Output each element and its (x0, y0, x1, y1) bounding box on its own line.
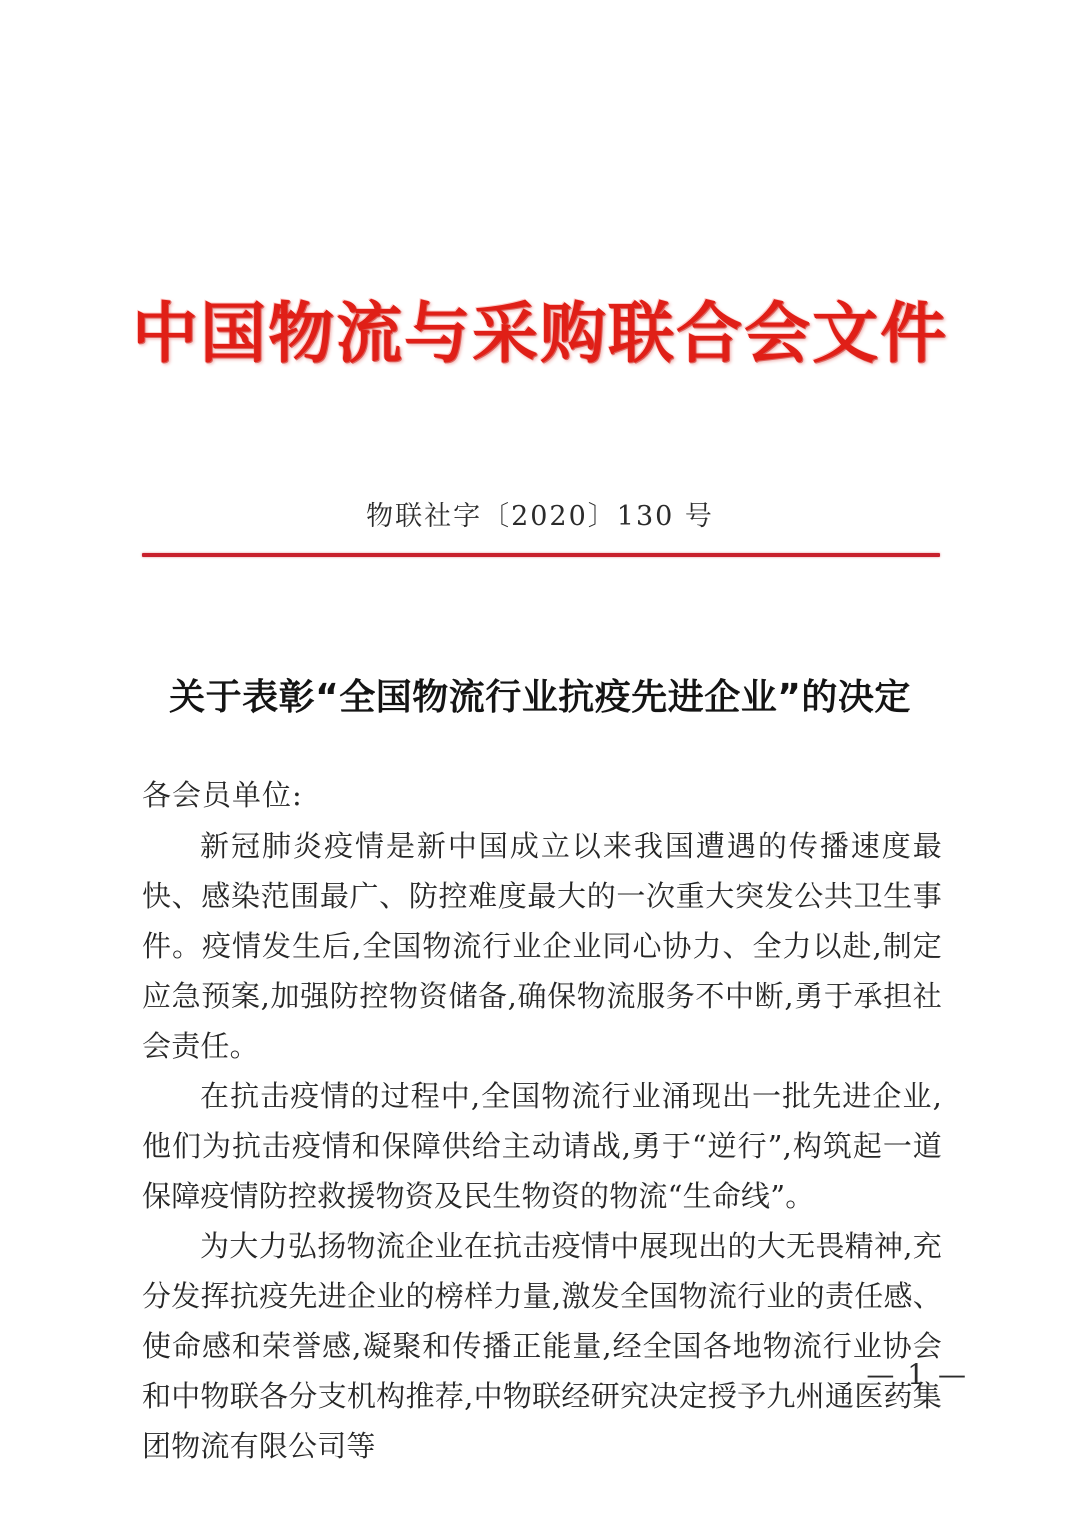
document-number-row (0, 494, 1080, 533)
document-body (142, 770, 942, 1471)
letterhead-masthead (0, 294, 1080, 372)
red-divider-rule (142, 553, 940, 557)
document-heading-row (0, 645, 1080, 744)
body-paragraph-3: 为大力弘扬物流企业在抗击疫情中展现出的大无畏精神,充分发挥抗疫先进企业的榜样力量,激发全国物流行业的责任感、使命感和荣誉感,凝聚和传播正能量,经全国各地物流行业协会和中物联各分支机构推荐,中物联经研究决定授予九州通医药集团物流有限公司等 (142, 1229, 942, 1463)
organization-title: 中国物流与采购联合会文件 (132, 294, 948, 372)
document-serial-number: 物联社字〔2020〕130 号 (366, 501, 714, 532)
page-number: — 1 — (866, 1358, 968, 1391)
salutation: 各会员单位: (142, 778, 303, 812)
body-paragraph-1: 新冠肺炎疫情是新中国成立以来我国遭遇的传播速度最快、感染范围最广、防控难度最大的一次重大突发公共卫生事件。疫情发生后,全国物流行业企业同心协力、全力以赴,制定应急预案,加强防控物资储备,确保物流服务不中断,勇于承担社会责任。 (142, 829, 942, 1063)
body-paragraph-2: 在抗击疫情的过程中,全国物流行业涌现出一批先进企业,他们为抗击疫情和保障供给主动请战,勇于“逆行”,构筑起一道保障疫情防控救援物资及民生物资的物流“生命线”。 (142, 1079, 942, 1213)
page-title: 关于表彰“全国物流行业抗疫先进企业”的决定 (169, 677, 911, 719)
